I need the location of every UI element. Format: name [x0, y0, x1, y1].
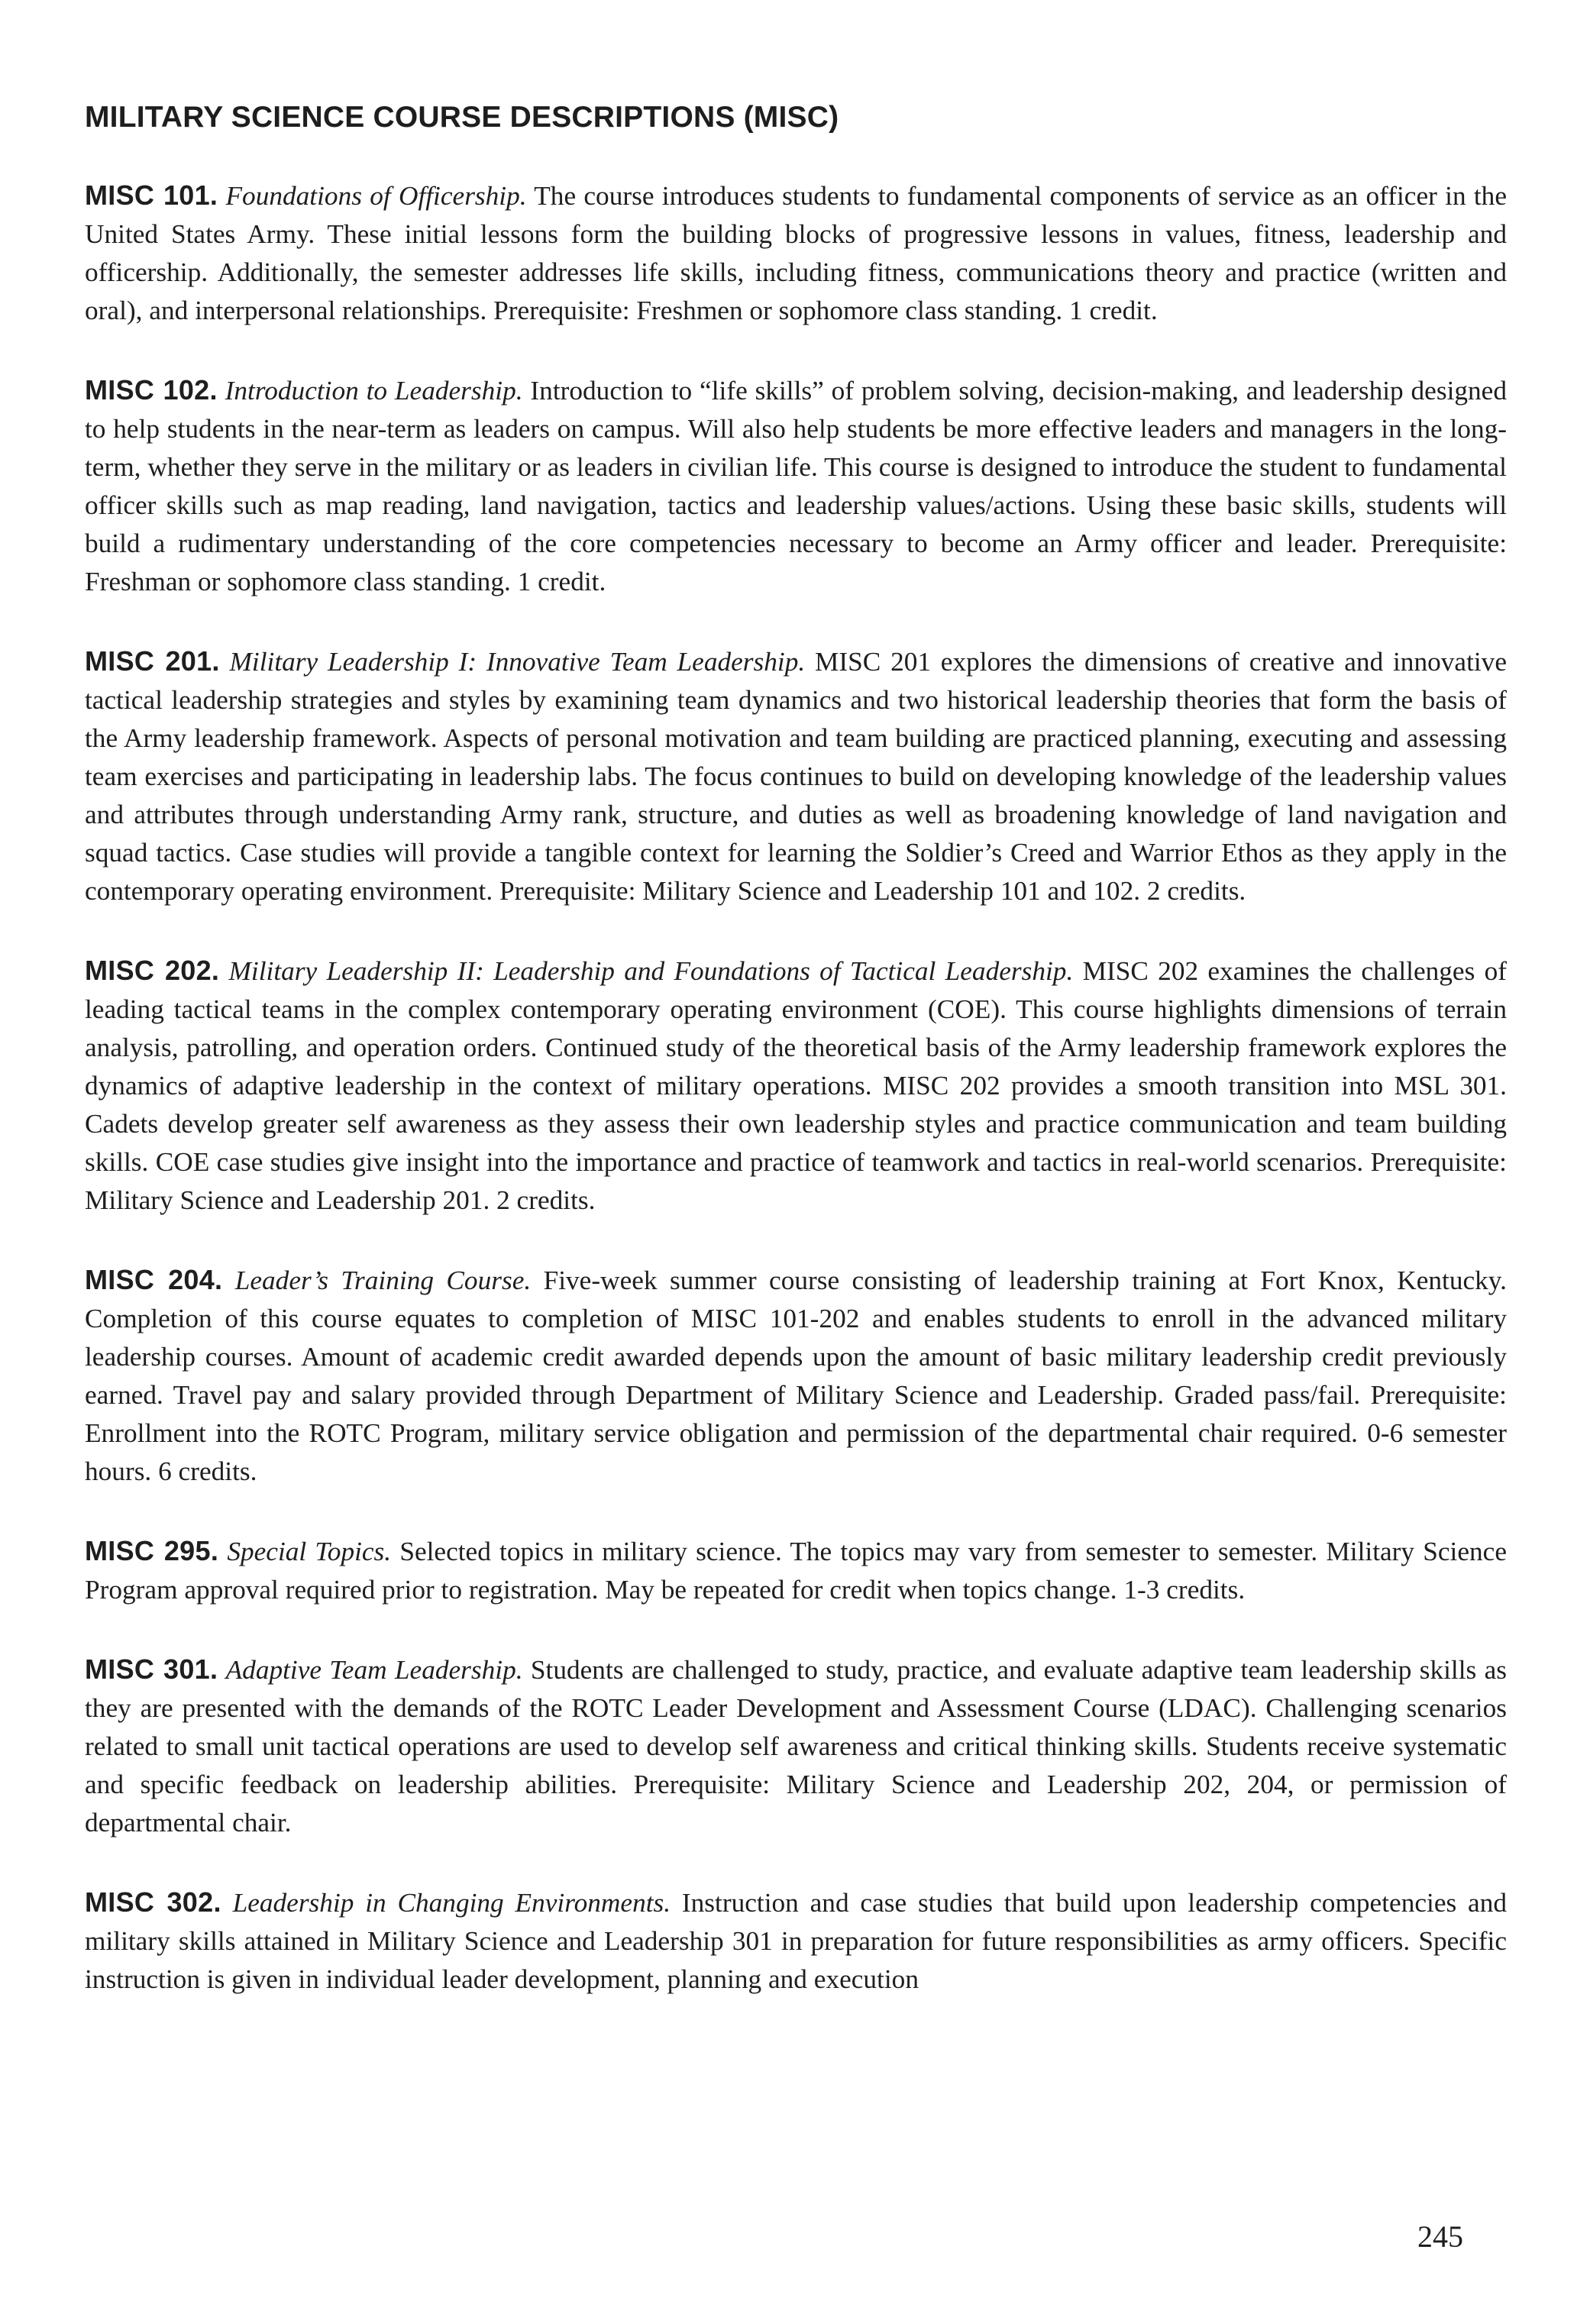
course-description: Students are challenged to study, practice, and evaluate adaptive team leadership skills as they are presented with the demands of the ROTC Leader Development and Assessment Course (LDAC). Challenging scenarios related to small unit tactical operations are used to develop self awareness and critical thinking skills. Students receive systematic and specific feedback on leadership abilities. Prerequisite: Military Science and Leadership 202, 204, or permission of departmental chair.: [85, 1655, 1508, 1838]
course-code: MISC 201.: [85, 645, 220, 677]
section-heading: MILITARY SCIENCE COURSE DESCRIPTIONS (MISC): [85, 101, 839, 134]
course-title: Leader’s Training Course.: [234, 1265, 532, 1295]
course-entry: [85, 642, 1507, 910]
course-title: Introduction to Leadership.: [225, 376, 523, 406]
course-description: MISC 202 examines the challenges of leading tactical teams in the complex contemporary operating environment (COE). This course highlights dimensions of terrain analysis, patrolling, and operation orders. Continued study of the theoretical basis of the Army leadership framework explores the dynamics of adaptive leadership in the context of military operations. MISC 202 provides a smooth transition into MSL 301. Cadets develop greater self awareness as they assess their own leadership styles and practice communication and team building skills. COE case studies give insight into the importance and practice of teamwork and tactics in real-world scenarios. Prerequisite: Military Science and Leadership 201. 2 credits.: [85, 956, 1507, 1215]
course-description: Instruction and case studies that build upon leadership competencies and military skills attained in Military Science and Leadership 301 in preparation for future responsibilities as army officers. Specific instruction is given in individual leader development, planning and execution: [85, 1888, 1507, 1994]
course-description: Selected topics in military science. The topics may vary from semester to semester. Military Science Program approval required prior to registration. May be repeated for credit when topics change. 1-3 credits.: [85, 1537, 1508, 1605]
course-entry: [85, 1883, 1507, 1999]
course-code: MISC 204.: [85, 1264, 223, 1295]
course-code: MISC 101.: [85, 179, 218, 211]
course-description: Introduction to “life skills” of problem solving, decision-making, and leadership designed to help students in the near-term as leaders on campus. Will also help students be more effective leaders and managers in the long-term, whether they serve in the military or as leaders in civilian life. This course is designed to introduce the student to fundamental officer skills such as map reading, land navigation, tactics and leadership values/actions. Using these basic skills, students will build a rudimentary understanding of the core competencies necessary to become an Army officer and leader. Prerequisite: Freshman or sophomore class standing. 1 credit.: [85, 376, 1507, 596]
course-title: Foundations of Officership.: [225, 181, 527, 211]
course-description: Five-week summer course consisting of leadership training at Fort Knox, Kentucky. Completion of this course equates to completion of MISC 101-202 and enables students to enroll in the advanced military leadership courses. Amount of academic credit awarded depends upon the amount of basic military leadership credit previously earned. Travel pay and salary provided through Department of Military Science and Leadership. Graded pass/fail. Prerequisite: Enrollment into the ROTC Program, military service obligation and permission of the departmental chair required. 0-6 semester hours. 6 credits.: [85, 1265, 1507, 1486]
course-entry: [85, 952, 1507, 1220]
course-entry: [85, 176, 1507, 330]
course-entry: [85, 1532, 1507, 1609]
page-content: [85, 99, 1507, 2040]
course-code: MISC 302.: [85, 1886, 221, 1918]
course-title: Special Topics.: [227, 1537, 392, 1566]
course-description: The course introduces students to fundamental components of service as an officer in the United States Army. These initial lessons form the building blocks of progressive lessons in values, fitness, leadership and officership. Additionally, the semester addresses life skills, including fitness, communications theory and practice (written and oral), and interpersonal relationships. Prerequisite: Freshmen or sophomore class standing. 1 credit.: [85, 181, 1507, 325]
course-code: MISC 102.: [85, 374, 218, 406]
course-entry: [85, 1650, 1507, 1842]
course-entry: [85, 1261, 1507, 1491]
course-code: MISC 202.: [85, 955, 220, 986]
course-code: MISC 301.: [85, 1653, 218, 1685]
page-number: 245: [1417, 2219, 1463, 2254]
course-title: Military Leadership I: Innovative Team Leadership.: [229, 647, 806, 677]
course-title: Military Leadership II: Leadership and Foundations of Tactical Leadership.: [228, 956, 1074, 986]
course-title: Adaptive Team Leadership.: [225, 1655, 523, 1685]
course-code: MISC 295.: [85, 1535, 219, 1566]
course-description: MISC 201 explores the dimensions of creative and innovative tactical leadership strategies and styles by examining team dynamics and two historical leadership theories that form the basis of the Army leadership framework. Aspects of personal motivation and team building are practiced planning, executing and assessing team exercises and participating in leadership labs. The focus continues to build on developing knowledge of the leadership values and attributes through understanding Army rank, structure, and duties as well as broadening knowledge of land navigation and squad tactics. Case studies will provide a tangible context for learning the Soldier’s Creed and Warrior Ethos as they apply in the contemporary operating environment. Prerequisite: Military Science and Leadership 101 and 102. 2 credits.: [85, 647, 1507, 906]
course-title: Leadership in Changing Environments.: [232, 1888, 671, 1918]
course-entry: [85, 371, 1507, 601]
